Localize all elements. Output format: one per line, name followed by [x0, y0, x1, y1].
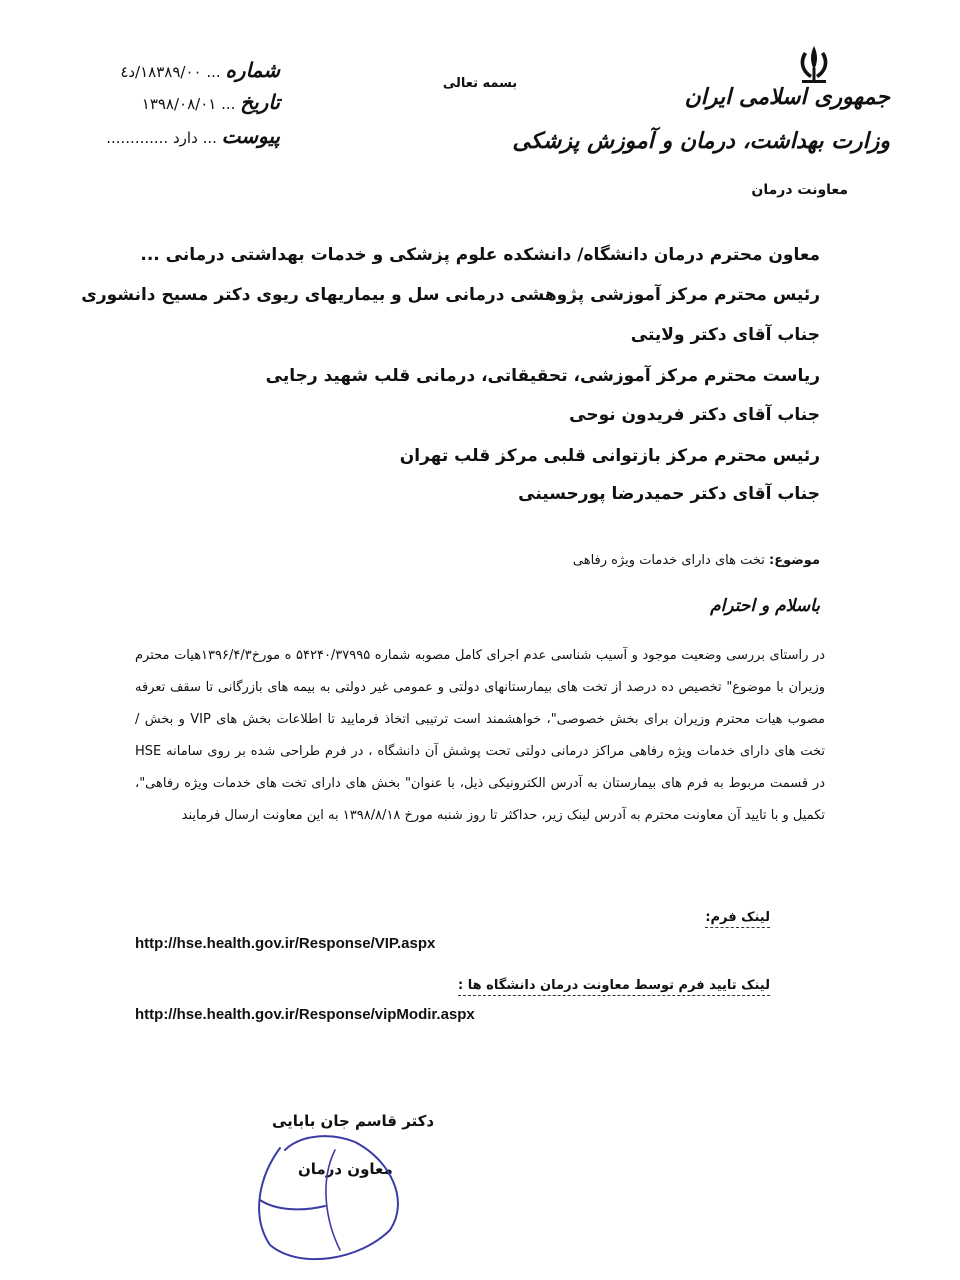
- signatory-title: معاون درمان: [298, 1160, 393, 1178]
- reference-attachment-row: [106, 124, 280, 148]
- addressee-line: جناب آقای دکتر ولایتی: [630, 325, 820, 345]
- reference-attachment-label: پیوست: [221, 124, 280, 148]
- reference-number-label: شماره: [225, 58, 280, 82]
- ministry-title-line-2: وزارت بهداشت، درمان و آموزش پزشکی: [512, 128, 890, 154]
- reference-dots: ...: [221, 95, 236, 113]
- reference-number-value: ۱۸۳۸۹/۰۰/د٤: [120, 63, 202, 81]
- basmala: بسمه تعالی: [442, 76, 518, 91]
- addressee-line: جناب آقای دکتر حمیدرضا پورحسینی: [518, 484, 820, 504]
- subject-line: [573, 553, 820, 568]
- approval-link-url[interactable]: http://hse.health.gov.ir/Response/vipModir.aspx: [135, 1006, 475, 1023]
- reference-number-row: [110, 58, 280, 82]
- greeting: باسلام و احترام: [710, 596, 820, 616]
- addressee-line: معاون محترم درمان دانشگاه/ دانشکده علوم پزشکی و خدمات بهداشتی درمانی ...: [140, 245, 820, 265]
- subject-text: تخت های دارای خدمات ویژه رفاهی: [572, 553, 765, 568]
- addressee-line: رئیس محترم مرکز آموزشی پژوهشی درمانی سل و بیماریهای ریوی دکتر مسیح دانشوری: [81, 285, 820, 305]
- subject-label: موضوع:: [769, 553, 820, 568]
- letter-body: در راستای بررسی وضعیت موجود و آسیب شناسی عدم اجرای کامل مصوبه شماره ۵۴۲۴۰/۳۷۹۹۵ ه مورخ۱۳۹۶/۴/۳هیات محترم وزیران با موضوع" تخصیص ده درصد از تخت های بیمارستانهای دولتی و عمومی غیر دولتی به بیمه های بازرگانی تا سقف تعرفه مصوب هیات محترم وزیران برای بخش خصوصی"، خواهشمند است ترتیبی اتخاذ فرمایید تا اطلاعات بخش های VIP و بخش / تخت های دارای خدمات ویژه رفاهی مراکز درمانی دولتی تحت پوشش آن دانشگاه ، در فرم طراحی شده بر روی سامانه HSE در قسمت مربوط به فرم های بیمارستان به آدرس الکترونیکی ذیل، با عنوان" بخش های دارای تخت های خدمات ویژه رفاهی"، تکمیل و با تایید آن معاونت محترم به آدرس لینک زیر، حداکثر تا روز شنبه مورخ ۱۳۹۸/۸/۱۸ به این معاونت ارسال فرمایند: [135, 648, 825, 823]
- reference-dots: ...: [202, 129, 217, 147]
- reference-date-value: ۱۳۹۸/۰۸/۰۱: [141, 95, 217, 113]
- approval-link-label: لینک تایید فرم توسط معاونت درمان دانشگاه ها :: [458, 978, 770, 996]
- addressee-line: ریاست محترم مرکز آموزشی، تحقیقاتی، درمانی قلب شهید رجایی: [265, 366, 820, 386]
- reference-dots: ...: [206, 63, 221, 81]
- signatory-name: دکتر قاسم جان بابایی: [272, 1112, 435, 1130]
- form-link-url[interactable]: http://hse.health.gov.ir/Response/VIP.aspx: [135, 935, 436, 952]
- addressee-line: جناب آقای دکتر فریدون نوحی: [569, 405, 820, 425]
- form-link-label: لینک فرم:: [705, 910, 770, 928]
- reference-date-row: [110, 90, 280, 114]
- deputy-office-header: معاونت درمان: [751, 182, 848, 198]
- reference-dots: .............: [106, 129, 169, 147]
- reference-date-label: تاریخ: [240, 90, 280, 114]
- iran-emblem-icon: [790, 40, 838, 88]
- addressee-line: رئیس محترم مرکز بازتوانی قلبی مرکز قلب تهران: [399, 446, 820, 466]
- reference-attachment-value: دارد: [173, 129, 198, 147]
- handwritten-signature-icon: [240, 1120, 420, 1270]
- ministry-title-line-1: جمهوری اسلامی ایران: [684, 84, 890, 110]
